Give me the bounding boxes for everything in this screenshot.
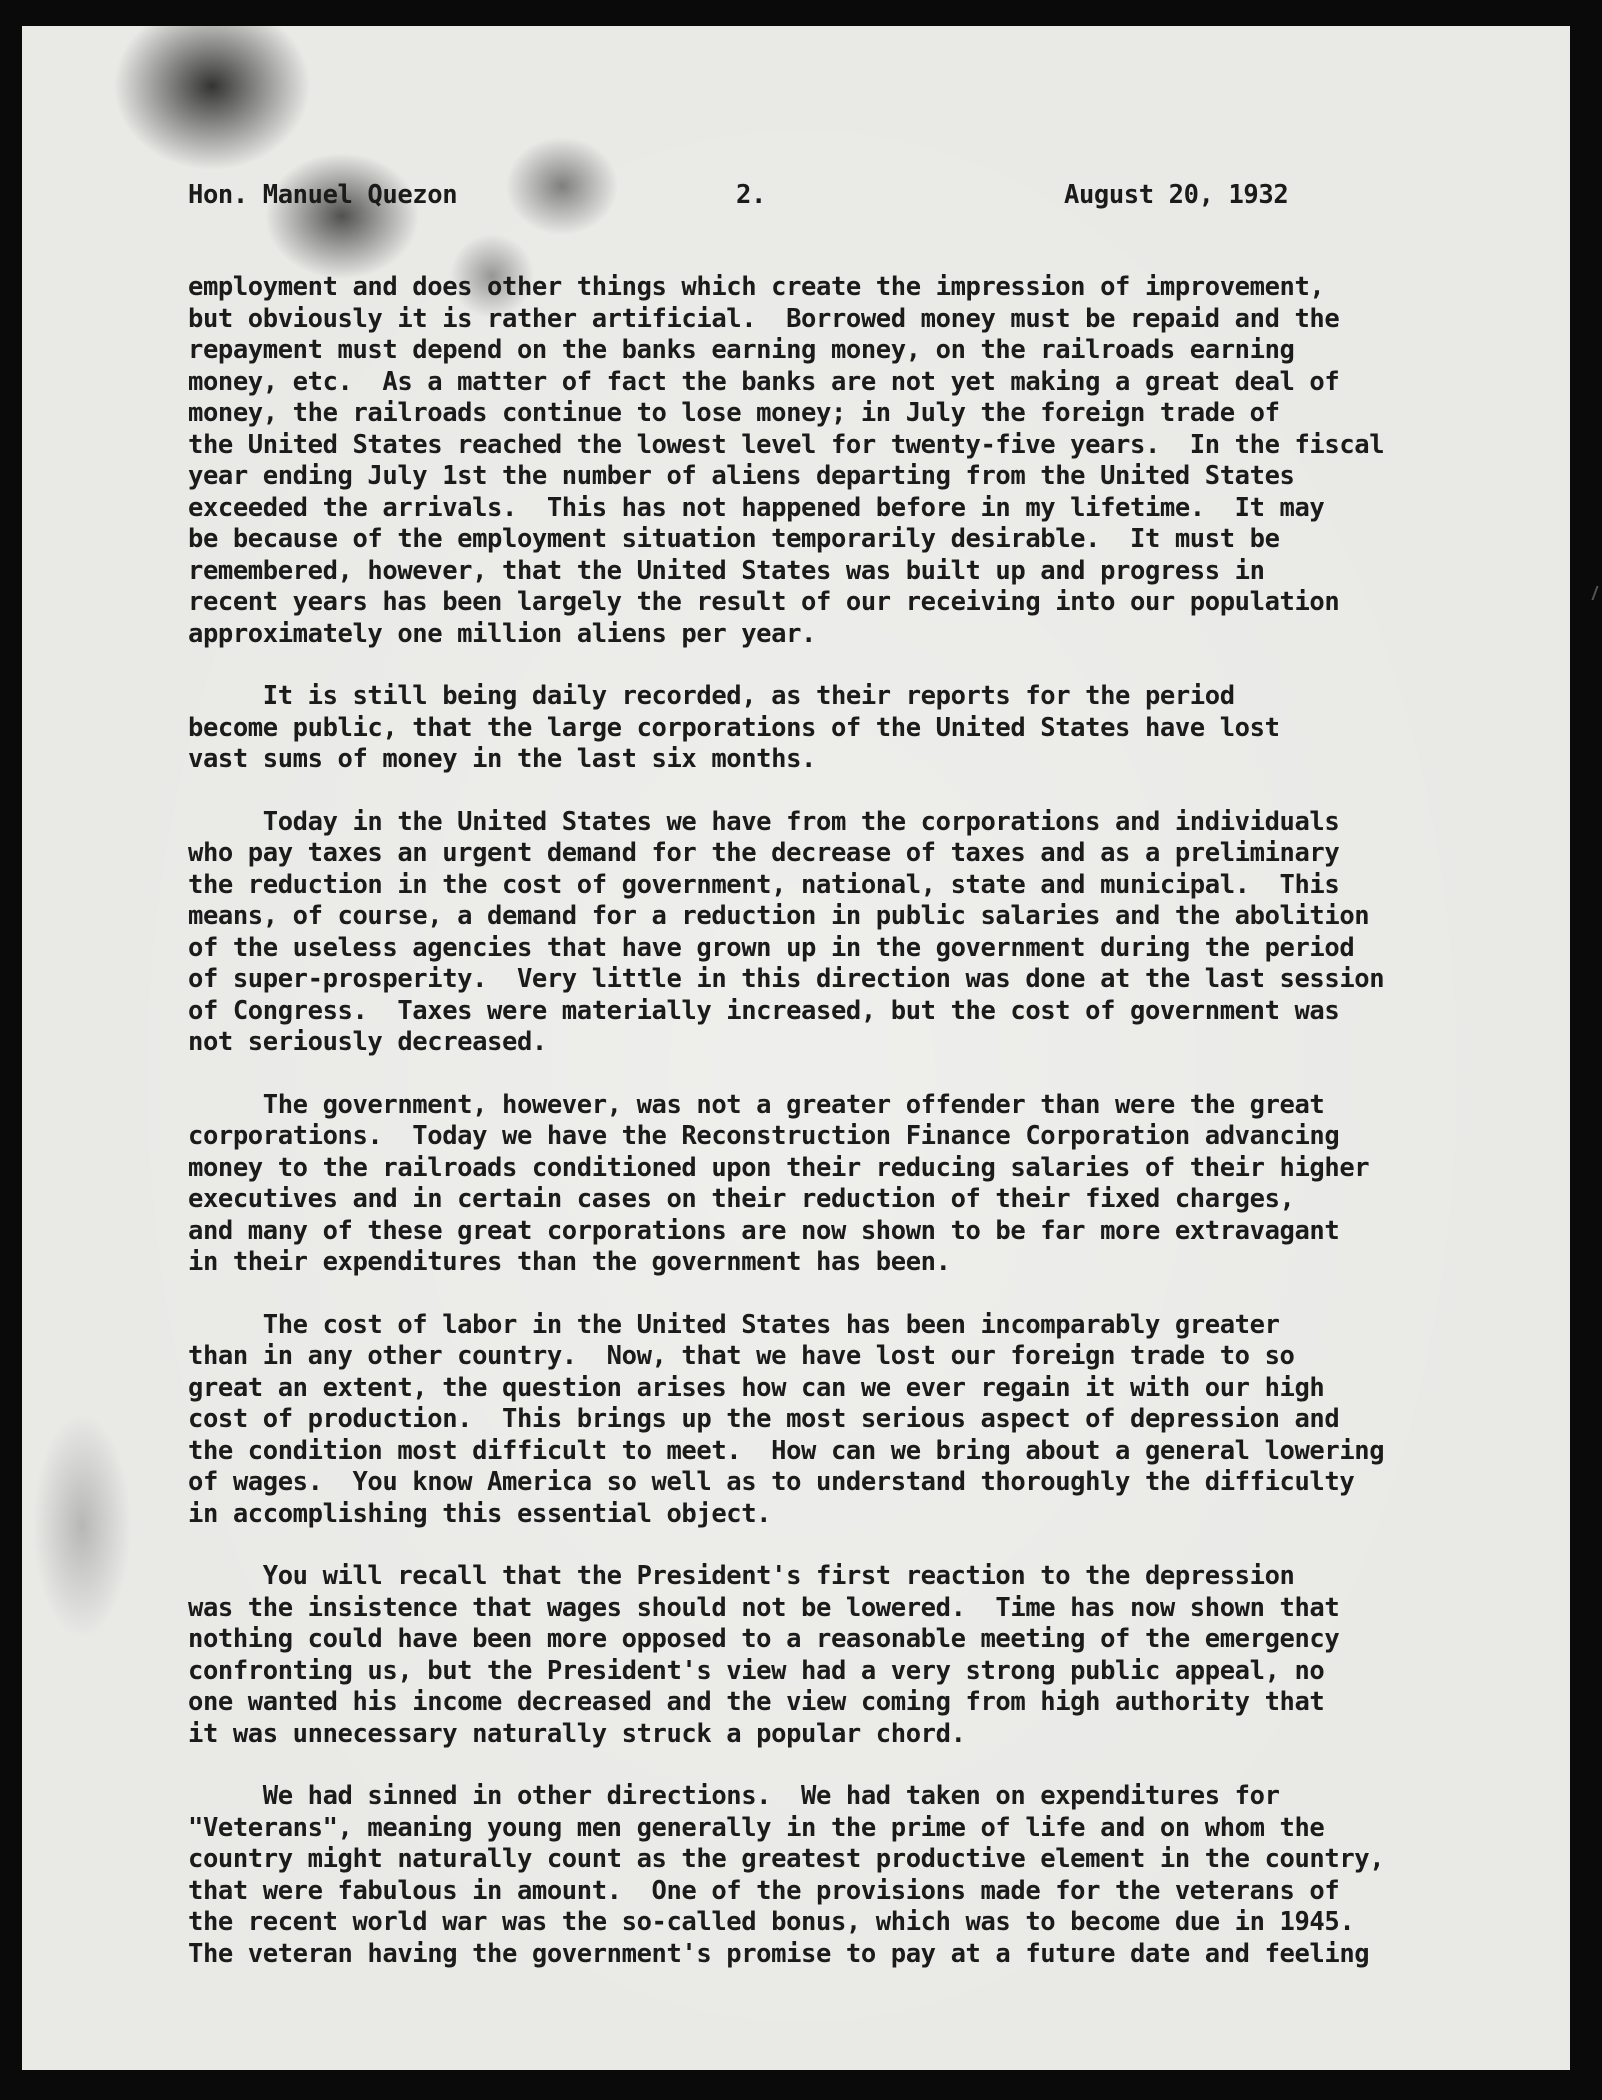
text-line: The cost of labor in the United States has been incomparably greater	[188, 1309, 1280, 1340]
text-line: You will recall that the President's first reaction to the depression	[188, 1561, 1295, 1591]
text-line: "Veterans", meaning young men generally in the prime of life and on whom the	[188, 1812, 1325, 1843]
text-line: it was unnecessary naturally struck a popular chord.	[188, 1718, 966, 1749]
text-line: We had sinned in other directions. We had taken on expenditures for	[188, 1781, 1280, 1811]
text-line: not seriously decreased.	[188, 1027, 547, 1057]
text-line: in accomplishing this essential object.	[188, 1498, 772, 1529]
paragraph	[188, 681, 1448, 776]
text-line: of super-prosperity. Very little in this direction was done at the last session	[188, 964, 1385, 994]
text-line: of the useless agencies that have grown up in the government during the period	[188, 932, 1355, 963]
text-line: the United States reached the lowest level for twenty-five years. In the fiscal	[188, 429, 1385, 460]
text-line: be because of the employment situation temporarily desirable. It must be	[188, 524, 1280, 554]
paragraph	[188, 807, 1448, 1059]
text-line: approximately one million aliens per year.	[188, 618, 816, 649]
text-line: corporations. Today we have the Reconstruction Finance Corporation advancing	[188, 1121, 1340, 1151]
text-line: of wages. You know America so well as to understand thoroughly the difficulty	[188, 1467, 1355, 1497]
paragraph	[188, 272, 1448, 650]
text-line: money to the railroads conditioned upon their reducing salaries of their higher	[188, 1152, 1370, 1183]
text-line: repayment must depend on the banks earning money, on the railroads earning	[188, 335, 1295, 365]
text-line: Today in the United States we have from the corporations and individuals	[188, 806, 1340, 837]
text-line: one wanted his income decreased and the view coming from high authority that	[188, 1687, 1325, 1717]
text-line: was the insistence that wages should not be lowered. Time has now shown that	[188, 1592, 1340, 1623]
text-line: country might naturally count as the greatest productive element in the country,	[188, 1844, 1385, 1874]
text-line: The government, however, was not a greater offender than were the great	[188, 1089, 1325, 1120]
text-line: It is still being daily recorded, as their reports for the period	[188, 681, 1235, 711]
text-line: money, etc. As a matter of fact the banks are not yet making a great deal of	[188, 366, 1340, 397]
text-line: the condition most difficult to meet. How can we bring about a general lowering	[188, 1435, 1385, 1466]
text-line: year ending July 1st the number of aliens departing from the United States	[188, 461, 1295, 491]
text-line: exceeded the arrivals. This has not happened before in my lifetime. It may	[188, 492, 1325, 523]
text-line: nothing could have been more opposed to a reasonable meeting of the emergency	[188, 1624, 1340, 1654]
letter-header	[188, 180, 1318, 212]
paragraph	[188, 1561, 1448, 1750]
text-line: recent years has been largely the result of our receiving into our population	[188, 587, 1340, 617]
text-line: that were fabulous in amount. One of the provisions made for the veterans of	[188, 1875, 1340, 1906]
text-line: executives and in certain cases on their reduction of their fixed charges,	[188, 1184, 1295, 1214]
text-line: the recent world war was the so-called bonus, which was to become due in 1945.	[188, 1907, 1355, 1937]
text-line: The veteran having the government's promise to pay at a future date and feeling	[188, 1938, 1370, 1969]
text-line: remembered, however, that the United States was built up and progress in	[188, 555, 1265, 586]
text-line: of Congress. Taxes were materially increased, but the cost of government was	[188, 995, 1340, 1026]
text-line: become public, that the large corporations of the United States have lost	[188, 712, 1280, 743]
margin-mark	[1591, 586, 1602, 600]
text-line: confronting us, but the President's view had a very strong public appeal, no	[188, 1655, 1325, 1686]
text-line: the reduction in the cost of government, national, state and municipal. This	[188, 869, 1340, 900]
text-line: in their expenditures than the government has been.	[188, 1247, 951, 1277]
letter-body	[188, 272, 1448, 2001]
text-line: but obviously it is rather artificial. Borrowed money must be repaid and the	[188, 303, 1340, 334]
paragraph	[188, 1090, 1448, 1279]
text-line: cost of production. This brings up the most serious aspect of depression and	[188, 1404, 1340, 1434]
text-line: than in any other country. Now, that we have lost our foreign trade to so	[188, 1341, 1295, 1371]
text-line: employment and does other things which create the impression of improvement,	[188, 272, 1325, 302]
header-date: August 20, 1932	[1064, 180, 1289, 210]
paragraph	[188, 1781, 1448, 1970]
text-line: vast sums of money in the last six months.	[188, 744, 816, 774]
paragraph	[188, 1310, 1448, 1531]
text-line: money, the railroads continue to lose money; in July the foreign trade of	[188, 398, 1280, 428]
text-line: who pay taxes an urgent demand for the decrease of taxes and as a preliminary	[188, 838, 1340, 868]
text-line: means, of course, a demand for a reduction in public salaries and the abolition	[188, 901, 1370, 931]
text-line: and many of these great corporations are now shown to be far more extravagant	[188, 1215, 1340, 1246]
text-line: great an extent, the question arises how can we ever regain it with our high	[188, 1372, 1325, 1403]
header-addressee: Hon. Manuel Quezon	[188, 180, 458, 210]
header-page-number: 2.	[736, 180, 766, 210]
